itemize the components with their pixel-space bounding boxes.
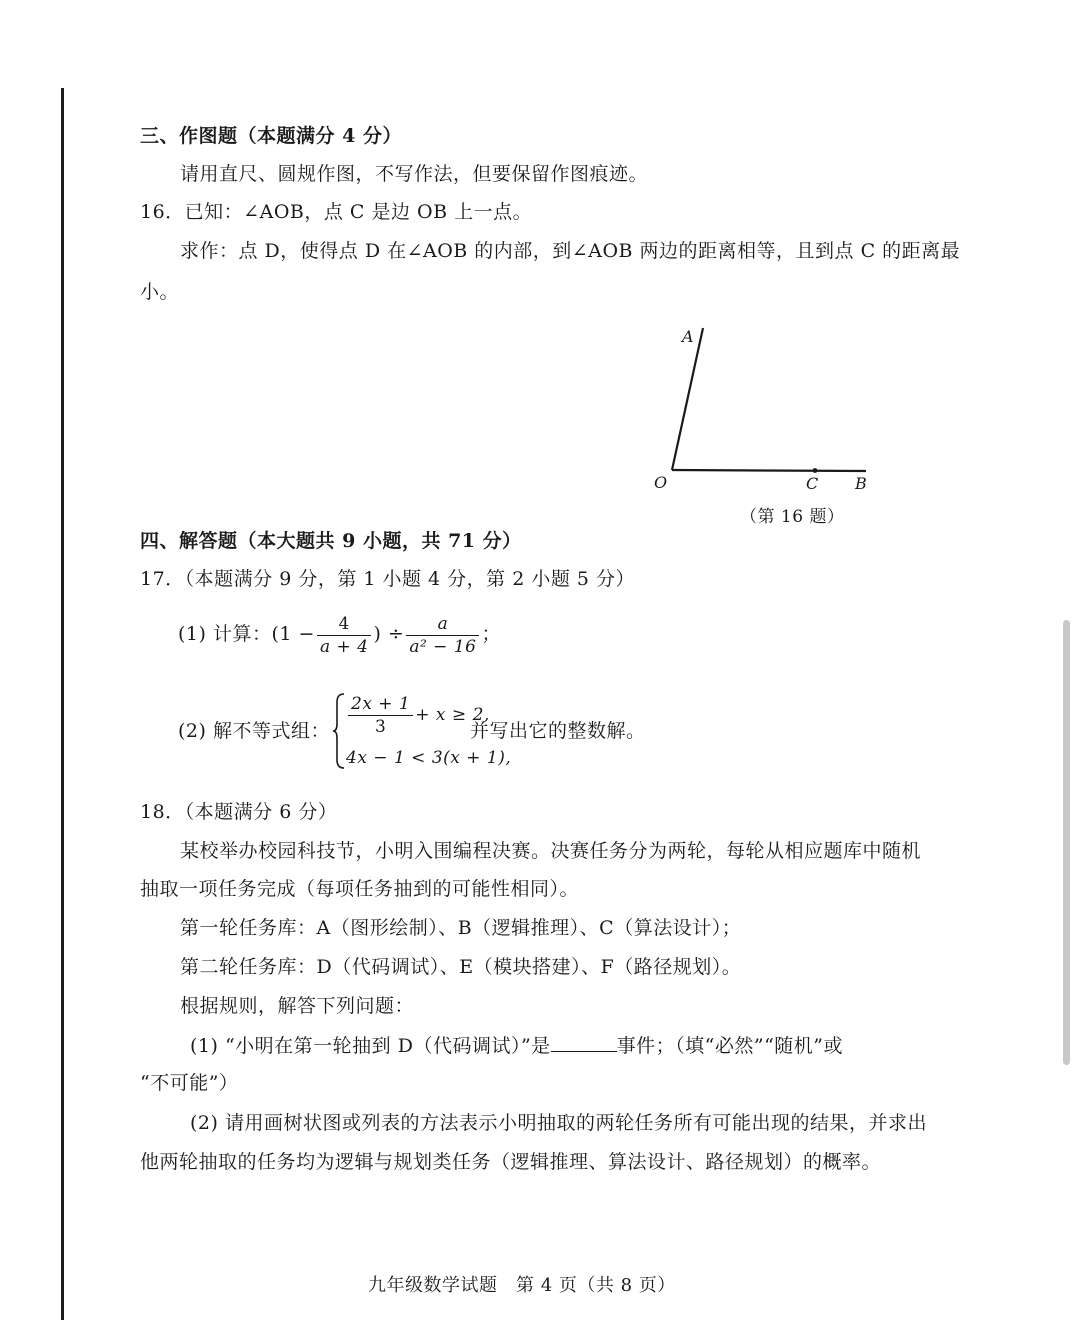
label-o: O: [654, 473, 668, 492]
q17-part1-div: ) ÷: [373, 623, 405, 645]
frac2-numerator: a: [406, 613, 479, 636]
system-row-1: [346, 693, 490, 738]
q18-round-2: 第二轮任务库：D（代码调试）、E（模块搭建）、F（路径规划）。: [180, 956, 742, 978]
page-footer: 九年级数学试题 第 4 页（共 8 页）: [368, 1275, 676, 1296]
q17-header: 17．（本题满分 9 分，第 1 小题 4 分，第 2 小题 5 分）: [140, 568, 636, 590]
sys-row1-rest: + x ≥ 2,: [415, 705, 490, 725]
q17-part1-label: (1) 计算：: [178, 623, 272, 645]
q16-given: 16．已知：∠AOB，点 C 是边 OB 上一点。: [140, 201, 533, 223]
q18-rules: 根据规则，解答下列问题：: [180, 995, 415, 1017]
q18-sub1-text-a: (1) “小明在第一轮抽到 D（代码调试）”是: [190, 1035, 551, 1057]
q18-paragraph-2: 抽取一项任务完成（每项任务抽到的可能性相同）。: [140, 878, 580, 900]
q17-part2-end: 并写出它的整数解。: [470, 720, 646, 742]
q16-task: 求作：点 D，使得点 D 在∠AOB 的内部，到∠AOB 两边的距离相等，且到点 C 的距离最: [180, 240, 961, 262]
binding-margin-line: [61, 88, 64, 1320]
figure-caption: （第 16 题）: [740, 507, 845, 527]
q16-task-cont: 小。: [140, 281, 180, 303]
fraction-4-over-a-plus-4: [317, 613, 372, 658]
section-3-instruction: 请用直尺、圆规作图，不写作法，但要保留作图痕迹。: [180, 163, 649, 185]
label-c: C: [806, 474, 819, 493]
ray-ob: [672, 470, 866, 471]
q18-round-1: 第一轮任务库：A（图形绘制）、B（逻辑推理）、C（算法设计）；: [180, 917, 742, 939]
scrollbar-thumb[interactable]: [1063, 620, 1070, 1065]
q18-sub1-cont: “不可能”）: [140, 1072, 239, 1094]
system-row-2: 4x − 1 < 3(x + 1),: [346, 748, 512, 768]
frac1-denominator: a + 4: [319, 636, 369, 657]
frac1-numerator: 4: [317, 613, 372, 636]
sys-frac-denominator: 3: [374, 717, 387, 737]
q17-part1-open: (1 −: [271, 623, 315, 645]
point-c: [813, 468, 818, 473]
frac2-denominator: a² − 16: [409, 636, 477, 657]
q18-sub1-text-b: 事件；（填“必然”“随机”或: [616, 1035, 844, 1057]
q18-sub2-cont: 他两轮抽取的任务均为逻辑与规划类任务（逻辑推理、算法设计、路径规划）的概率。: [140, 1151, 882, 1173]
q17-part1-end: ；: [481, 623, 501, 645]
angle-aob-figure: [640, 320, 880, 490]
q18-sub1: [190, 1033, 843, 1058]
q18-paragraph-1: 某校举办校园科技节，小明入围编程决赛。决赛任务分为两轮，每轮从相应题库中随机: [180, 840, 922, 862]
fraction-2x-plus-1-over-3: [348, 693, 413, 738]
ray-oa: [672, 328, 703, 470]
system-brace-icon: [332, 692, 346, 770]
sys-frac-numerator: 2x + 1: [348, 693, 413, 716]
q17-part1: [178, 610, 501, 658]
q18-sub2: (2) 请用画树状图或列表的方法表示小明抽取的两轮任务所有可能出现的结果，并求出: [190, 1112, 927, 1134]
label-b: B: [855, 474, 867, 493]
answer-blank[interactable]: [551, 1033, 617, 1052]
label-a: A: [682, 327, 694, 346]
fraction-a-over-a2-minus-16: [406, 613, 479, 658]
q18-header: 18．（本题满分 6 分）: [140, 801, 338, 823]
section-3-heading: 三、作图题（本题满分 4 分）: [140, 125, 402, 147]
section-4-heading: 四、解答题（本大题共 9 小题，共 71 分）: [140, 530, 522, 552]
q17-part2-label: (2) 解不等式组：: [178, 720, 330, 742]
